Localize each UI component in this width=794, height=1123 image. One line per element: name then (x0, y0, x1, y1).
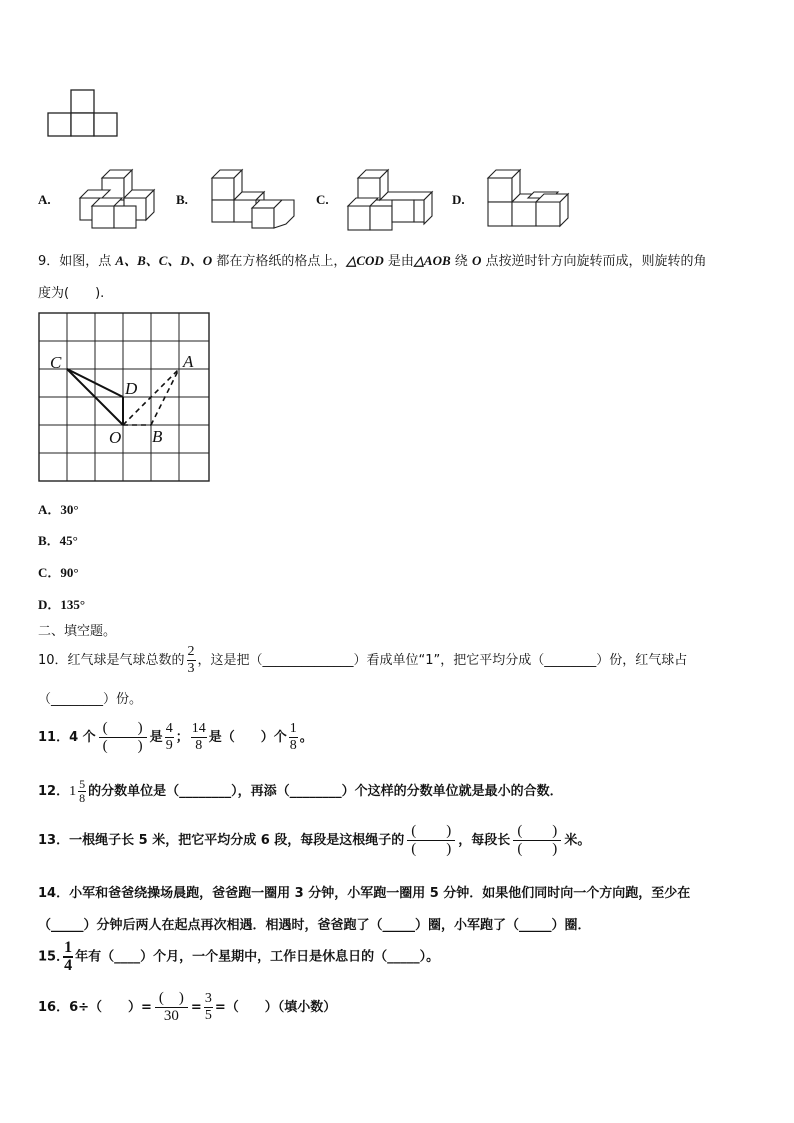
q12-text: 的分数单位是（________），再添（________）个这样的分数单位就是最小的合数． (88, 784, 563, 799)
q9-stem-line1 (38, 250, 706, 269)
q13-blank-fraction-2[interactable]: ( ) ( ) (513, 823, 561, 858)
q11-fraction-14-8: $\frac{14}{8}$ (191, 721, 206, 753)
q9-label-d: D (125, 379, 138, 398)
q9-label-b: B (152, 427, 163, 446)
q9-stem-line2: 度为( ). (38, 286, 105, 301)
q8-option-a-label[interactable]: A. (38, 192, 51, 207)
q9-option-b[interactable]: B．45° (38, 533, 78, 548)
q16-fraction-3-5: $\frac{3}{5}$ (204, 991, 212, 1023)
q9-points: A、B、C、D、O (115, 253, 213, 268)
q13-blank-fraction-1[interactable]: ( ) ( ) (407, 823, 455, 858)
q13-text: 米。 (564, 833, 591, 848)
q16-line (38, 990, 336, 1025)
q8-option-b-cubes[interactable] (208, 168, 300, 232)
q11-fraction-4-9: $\frac{4}{9}$ (165, 721, 173, 753)
q13-line (38, 823, 590, 858)
q16-text: =（ ）（填小数） (214, 1000, 337, 1015)
q8-option-b-label[interactable]: B. (176, 192, 188, 207)
q15-text: 15． (38, 949, 70, 965)
q11-text: 是 (149, 730, 163, 745)
q10-text: ，这是把（______________）看成单位“1”，把它平均分成（________）份，红气球占 (197, 653, 688, 668)
q12-mixed-whole: 1 (69, 784, 77, 799)
q8-view-figure (46, 88, 122, 140)
q9-stem-part: 都在方格纸的格点上， (212, 254, 347, 269)
q8-option-c-label[interactable]: C. (316, 192, 329, 207)
q9-stem-part: 绕 (450, 254, 472, 269)
q8-option-a-cubes[interactable] (72, 168, 164, 232)
q11-text: 11．4 个 (38, 730, 96, 745)
q9-triangle-aob: △AOB (413, 253, 451, 268)
q12-line (38, 778, 563, 805)
q16-text: 16．6÷（ ）= (38, 1000, 152, 1015)
q11-fraction-1-8: $\frac{1}{8}$ (289, 721, 297, 753)
q10-fraction: $\frac{2}{3}$ (187, 644, 195, 676)
q15-fraction: $\frac{1}{4}$ (64, 939, 73, 974)
q11-blank-fraction[interactable]: ( ) ( ) (99, 720, 147, 755)
q8-option-c-cubes[interactable] (344, 168, 444, 236)
q14-line1: 14．小军和爸爸绕操场晨跑，爸爸跑一圈用 3 分钟，小军跑一圈用 5 分钟．如果他们同时向一个方向跑，至少在 (38, 886, 691, 901)
q9-label-a: A (183, 352, 194, 371)
q9-stem-part: 点按逆时针方向旋转而成，则旋转的角 (481, 254, 707, 269)
section-heading-fill-blank: 二、填空题。 (38, 624, 117, 639)
q10-text: 10．红气球是气球总数的 (38, 653, 185, 668)
q12-text: 12． (38, 784, 70, 799)
q9-stem-part: 9．如图，点 (38, 254, 116, 269)
q9-option-a[interactable]: A．30° (38, 502, 79, 517)
q12-fraction: $\frac{5}{8}$ (79, 777, 86, 805)
q9-option-d[interactable]: D．135° (38, 597, 86, 612)
q10-line1 (38, 644, 687, 677)
q16-blank-fraction[interactable]: ( ) 30 (155, 990, 188, 1025)
q11-line (38, 720, 313, 755)
q16-text: = (190, 1000, 202, 1015)
q8-option-d-label[interactable]: D. (452, 192, 465, 207)
q9-stem-part: 是由 (383, 254, 414, 269)
q11-text: 。 (299, 730, 313, 745)
q15-line (38, 940, 439, 974)
q9-label-c: C (50, 353, 62, 372)
q14-line2: （_____）分钟后两人在起点再次相遇．相遇时，爸爸跑了（_____）圈，小军跑了（_____）圈． (38, 918, 591, 933)
q15-text: 年有（____）个月，一个星期中，工作日是休息日的（_____）。 (75, 949, 440, 965)
q10-line2: （________）份。 (38, 692, 143, 707)
q9-grid-figure (38, 312, 212, 484)
q11-text: 是（ ）个 (208, 730, 287, 745)
q9-point-o: O (471, 253, 482, 268)
q9-option-c[interactable]: C．90° (38, 565, 79, 580)
q9-label-o: O (109, 428, 122, 447)
q8-option-d-cubes[interactable] (484, 168, 580, 234)
q13-text: 13．一根绳子长 5 米，把它平均分成 6 段，每段是这根绳子的 (38, 833, 405, 848)
q11-text: ； (175, 730, 189, 745)
q9-triangle-cod: △COD (346, 253, 384, 268)
q13-text: ，每段长 (458, 833, 511, 848)
